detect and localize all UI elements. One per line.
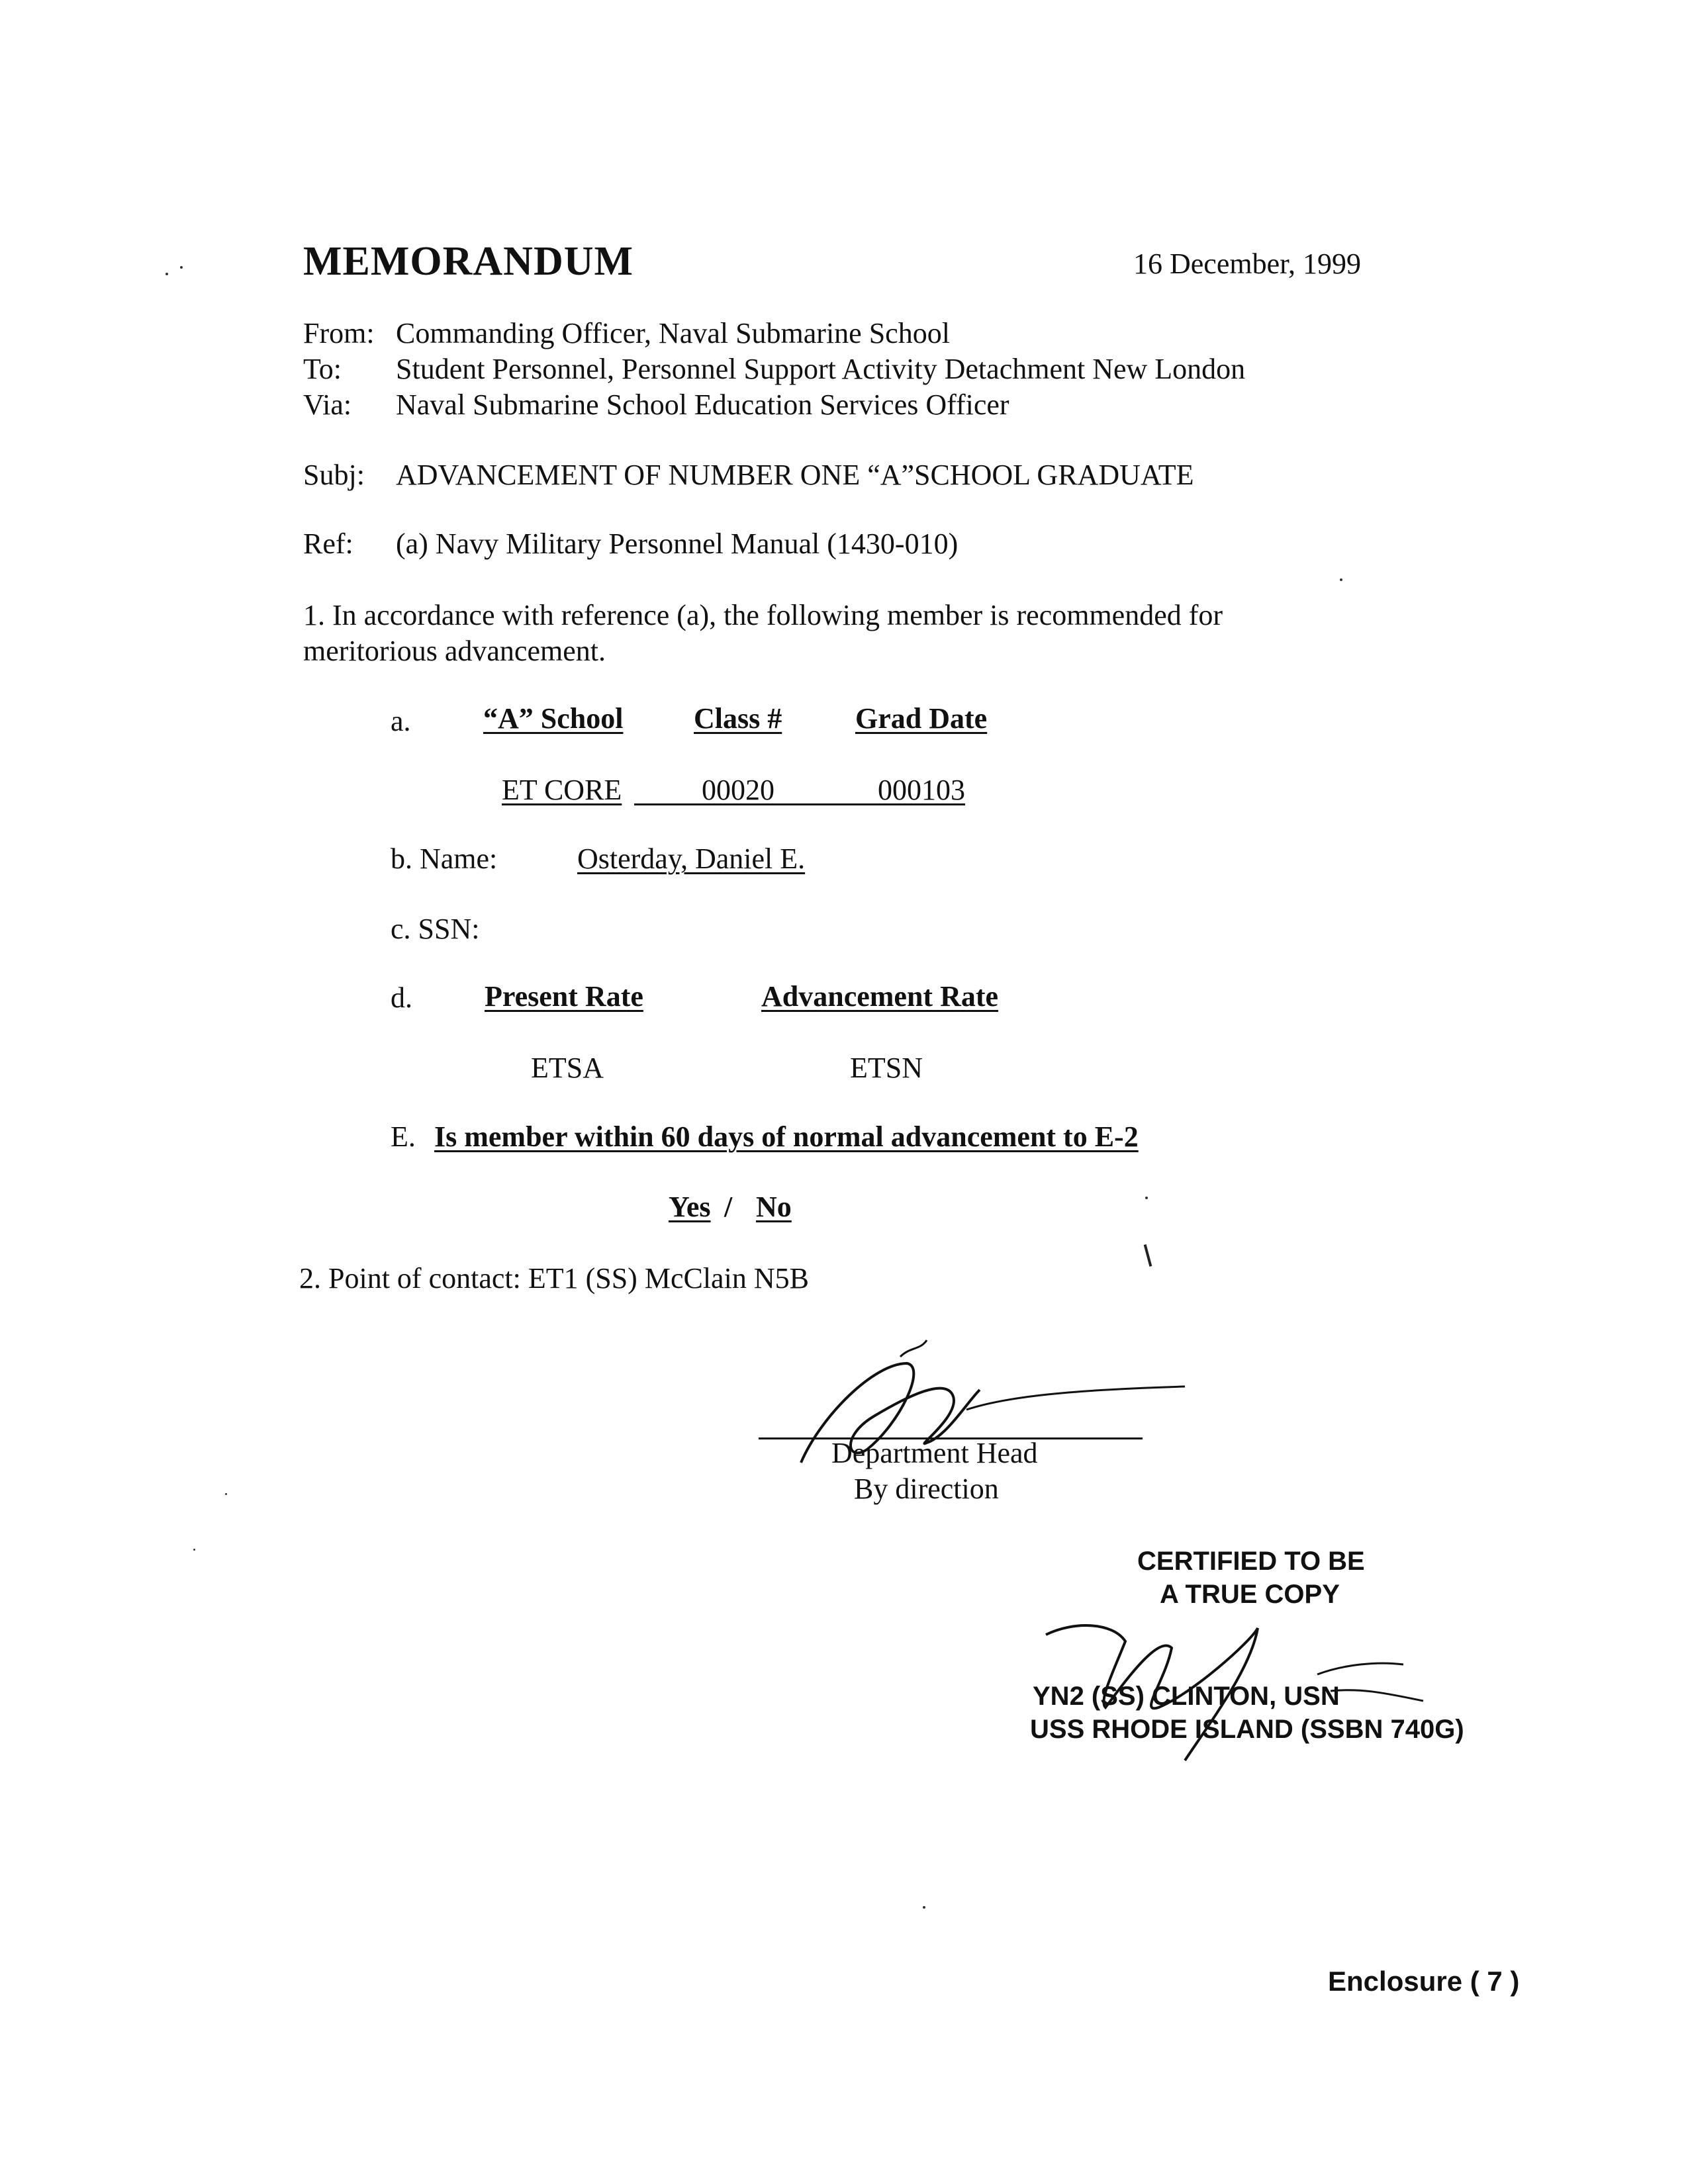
stamp-true-copy: A TRUE COPY <box>1160 1580 1340 1609</box>
item-a-header-class: Class # <box>694 702 782 735</box>
item-a-value-class: 00020 <box>702 774 774 806</box>
item-e-separator: / <box>724 1191 733 1223</box>
item-d-header-present-rate: Present Rate <box>485 980 643 1013</box>
scan-speck <box>193 1549 195 1551</box>
subj-label: Subj: <box>303 459 365 491</box>
to-label: To: <box>303 353 342 385</box>
stamp-command: USS RHODE ISLAND (SSBN 740G) <box>1030 1715 1464 1744</box>
item-e-letter: E. <box>391 1120 416 1153</box>
scan-speck <box>1340 578 1342 581</box>
item-d-letter: d. <box>391 981 412 1014</box>
item-a-value-grad-date: 000103 <box>878 774 965 806</box>
memo-date: 16 December, 1999 <box>1133 248 1362 280</box>
scan-speck <box>225 1493 227 1495</box>
ref-label: Ref: <box>303 527 353 560</box>
scan-speck <box>923 1906 925 1909</box>
para1-line2: meritorious advancement. <box>303 635 606 667</box>
item-e-no: No <box>756 1191 792 1223</box>
item-c-label: c. SSN: <box>391 913 480 945</box>
signature-by-direction: By direction <box>854 1473 999 1505</box>
para1-line1: 1. In accordance with reference (a), the following member is recommended for <box>303 599 1223 631</box>
item-a-header-grad-date: Grad Date <box>855 702 988 735</box>
para2-point-of-contact: 2. Point of contact: ET1 (SS) McClain N5B <box>299 1262 809 1295</box>
signature-title: Department Head <box>831 1437 1038 1469</box>
item-d-value-advancement-rate: ETSN <box>850 1052 923 1084</box>
item-a-header-school: “A” School <box>483 702 624 735</box>
item-a-letter: a. <box>391 705 411 737</box>
stamp-certifier-name: YN2 (SS) CLINTON, USN <box>1033 1682 1340 1711</box>
item-d-header-advancement-rate: Advancement Rate <box>761 980 999 1013</box>
item-e-question: Is member within 60 days of normal advancement to E-2 <box>434 1120 1139 1153</box>
item-d-value-present-rate: ETSA <box>531 1052 604 1084</box>
via-label: Via: <box>303 388 352 421</box>
item-b-label: b. Name: <box>391 842 498 875</box>
scan-speck <box>1145 1197 1148 1199</box>
scan-speck <box>165 273 168 275</box>
from-value: Commanding Officer, Naval Submarine School <box>396 317 950 349</box>
item-b-name: Osterday, Daniel E. <box>577 842 806 875</box>
stamp-certified: CERTIFIED TO BE <box>1137 1547 1365 1576</box>
ref-value: (a) Navy Military Personnel Manual (1430-010) <box>396 527 959 560</box>
via-value: Naval Submarine School Education Services Officer <box>396 388 1009 421</box>
item-a-value-school: ET CORE <box>502 774 622 806</box>
from-label: From: <box>303 317 375 349</box>
enclosure-label: Enclosure ( 7 ) <box>1328 1966 1520 1997</box>
item-e-yes: Yes <box>669 1191 711 1223</box>
subj-value: ADVANCEMENT OF NUMBER ONE “A”SCHOOL GRADUATE <box>396 459 1194 491</box>
memo-title: MEMORANDUM <box>303 239 634 284</box>
scan-mark <box>1144 1244 1152 1267</box>
scan-speck <box>180 266 183 269</box>
to-value: Student Personnel, Personnel Support Activity Detachment New London <box>396 353 1246 385</box>
